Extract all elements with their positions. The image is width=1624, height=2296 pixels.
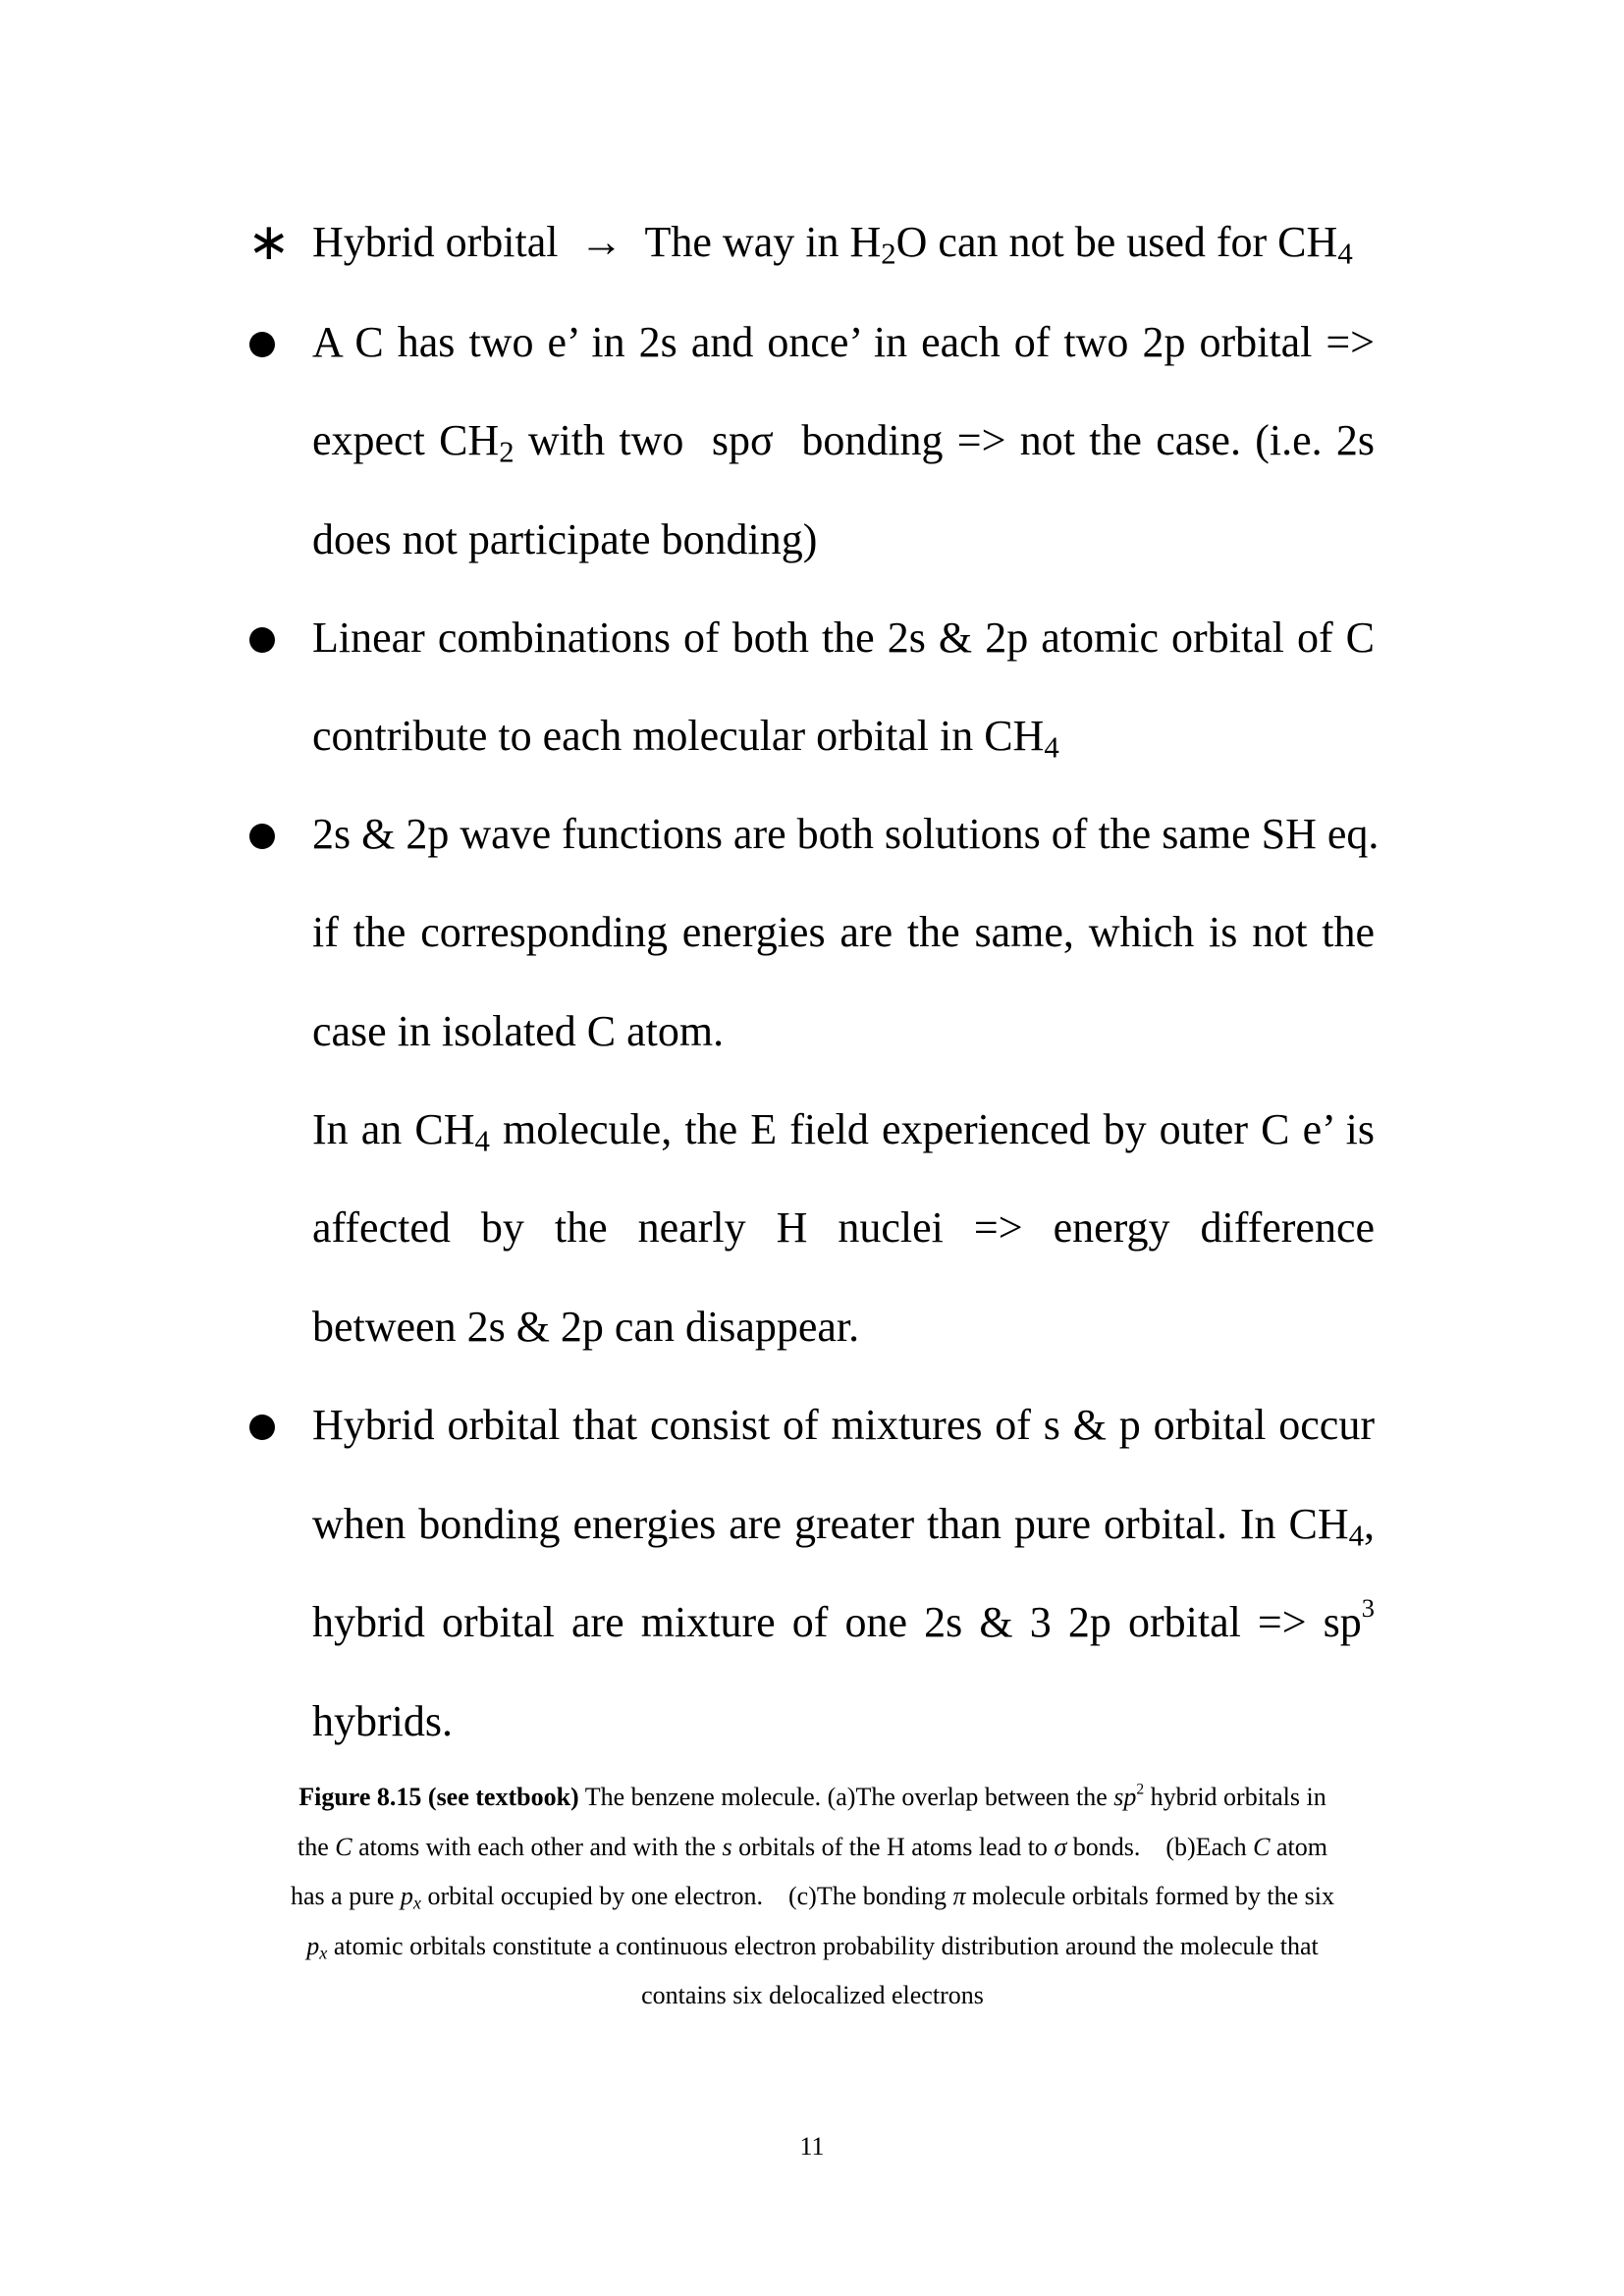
bullet-4-line-4: hybrids.	[312, 1697, 453, 1745]
text-run: molecule, the E field experienced by outer C e’ is	[489, 1105, 1375, 1153]
text-run: atomic orbitals constitute a continuous electron probability distribution around the molecule that	[327, 1931, 1319, 1960]
bullet-4-line-3	[312, 1593, 1375, 1647]
subscript: 2	[881, 237, 896, 271]
arrow-icon: →	[579, 218, 623, 266]
asterisk-marker-icon: ∗	[247, 213, 291, 272]
caption-line-1	[236, 1773, 1389, 1823]
caption-line-4	[236, 1922, 1389, 1972]
text-run: bonds. (b)Each	[1066, 1832, 1254, 1861]
text-run: hybrid orbital are mixture of one 2s & 3 2p orbital => sp	[312, 1598, 1362, 1646]
text-run: s	[722, 1832, 732, 1861]
text-run: sp	[1113, 1783, 1137, 1811]
text-run: molecule orbitals formed by the six	[965, 1882, 1334, 1910]
bullet-3-line-6: between 2s & 2p can disappear.	[312, 1303, 860, 1351]
bullet-1-line-1: A C has two e’ in 2s and once’ in each of two 2p orbital =>	[312, 318, 1375, 366]
bullet-icon	[249, 332, 275, 357]
text-run: C	[335, 1832, 352, 1861]
superscript: 3	[1361, 1593, 1375, 1624]
bullet-3-line-2: if the corresponding energies are the same, which is not the	[312, 908, 1375, 956]
text-run: ,	[1364, 1500, 1375, 1548]
text-run: the	[297, 1832, 336, 1861]
heading-line	[312, 218, 1375, 271]
heading-label: Hybrid orbital	[312, 218, 559, 266]
text-run: The benzene molecule. (a)The overlap between the	[578, 1783, 1114, 1811]
bullet-4-line-2	[312, 1500, 1375, 1553]
text-run: orbitals of the H atoms lead to	[731, 1832, 1055, 1861]
heading-text: The way in H	[644, 218, 882, 266]
bullet-4-line-1: Hybrid orbital that consist of mixtures of s & p orbital occur	[312, 1401, 1375, 1449]
bullet-1-line-2	[312, 416, 1376, 469]
pi-symbol: π	[952, 1882, 966, 1910]
bullet-icon	[249, 627, 275, 653]
bullet-3-line-1: 2s & 2p wave functions are both solutions of the same SH eq.	[312, 810, 1380, 858]
caption-line-2	[236, 1823, 1389, 1873]
bullet-3-line-5: affected by the nearly H nuclei => energy difference	[312, 1203, 1375, 1252]
caption-line-5: contains six delocalized electrons	[641, 1981, 984, 2009]
subscript: x	[412, 1893, 421, 1913]
text-run: when bonding energies are greater than pure orbital. In CH	[312, 1500, 1349, 1548]
superscript: 2	[1136, 1781, 1145, 1798]
bullet-3-line-3: case in isolated C atom.	[312, 1007, 725, 1055]
text-run: has a pure	[291, 1882, 401, 1910]
bullet-2-line-1: Linear combinations of both the 2s & 2p atomic orbital of C	[312, 614, 1375, 662]
text-run: atom	[1270, 1832, 1328, 1861]
text-run: atoms with each other and with the	[352, 1832, 723, 1861]
subscript: 4	[1044, 730, 1059, 765]
text-run: hybrid orbitals in	[1144, 1783, 1326, 1811]
subscript: 4	[1348, 1519, 1364, 1553]
text-run: In an CH	[312, 1105, 475, 1153]
bullet-2-line-2	[312, 712, 1375, 765]
heading-text: O can not be used for CH	[895, 218, 1338, 266]
subscript: 4	[1337, 237, 1353, 271]
text-run: expect CH	[312, 416, 500, 464]
bullet-3-line-4	[312, 1105, 1375, 1158]
sigma-symbol: σ	[1054, 1832, 1067, 1861]
bullet-1-line-3: does not participate bonding)	[312, 515, 818, 563]
text-run: contribute to each molecular orbital in CH	[312, 712, 1045, 760]
subscript: 4	[474, 1124, 490, 1158]
text-run: with two spσ bonding => not the case. (i.e. 2s	[514, 416, 1376, 464]
text-run: p	[306, 1931, 320, 1960]
text-run: orbital occupied by one electron. (c)The bonding	[421, 1882, 953, 1910]
bullet-icon	[249, 824, 275, 849]
text-run: C	[1253, 1832, 1271, 1861]
caption-label: Figure 8.15 (see textbook)	[298, 1783, 579, 1811]
page-number: 11	[799, 2132, 825, 2161]
subscript: 2	[499, 435, 514, 469]
subscript: x	[319, 1943, 328, 1963]
bullet-icon	[249, 1415, 275, 1440]
text-run: p	[400, 1882, 413, 1910]
caption-line-3	[236, 1872, 1389, 1922]
figure-caption	[236, 1773, 1389, 2021]
